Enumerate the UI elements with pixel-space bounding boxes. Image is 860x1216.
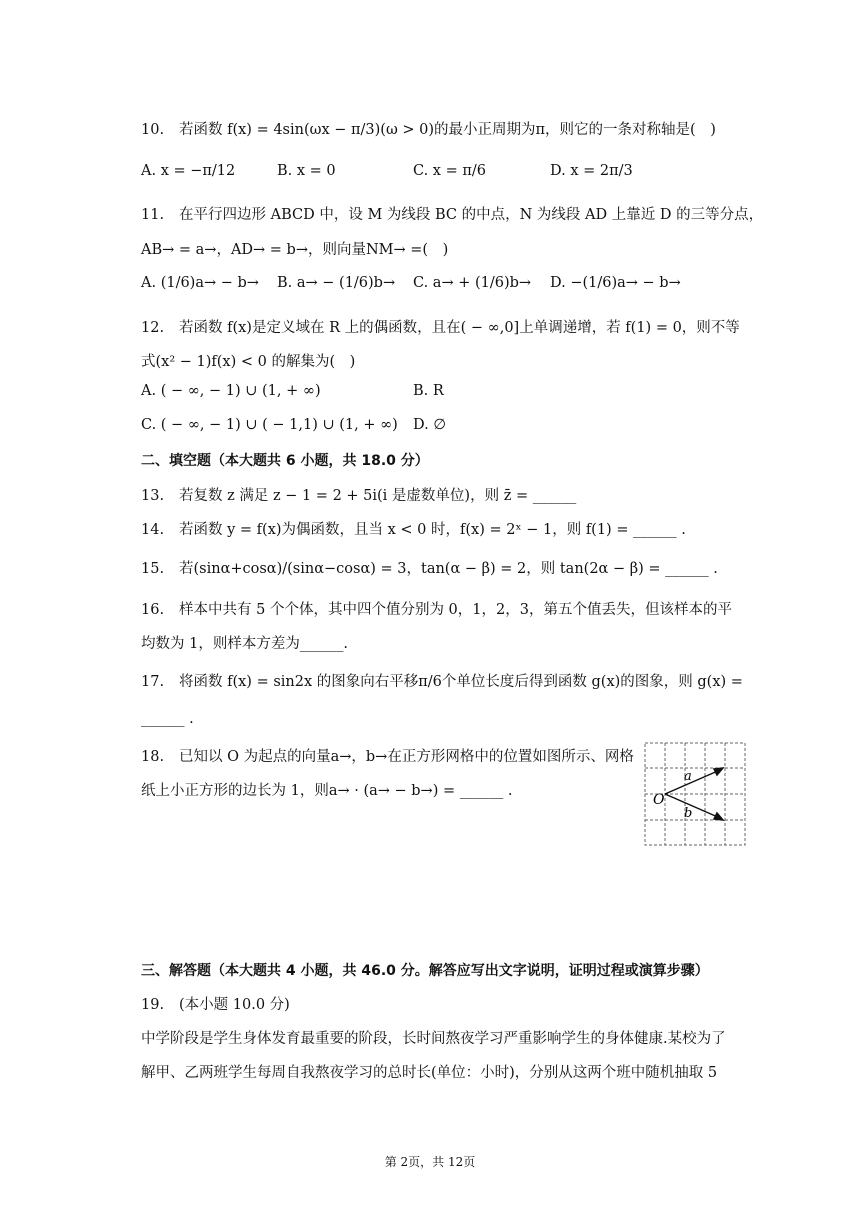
question-stem-line2: ______ . — [141, 711, 194, 727]
vector-a-label: a — [684, 769, 692, 784]
option-a: A. ( − ∞, − 1) ∪ (1, + ∞) — [141, 383, 321, 399]
question-stem-line1: 将函数 f(x) = sin2x 的图象向右平移π/6个单位长度后得到函数 g(x)的图象，则 g(x) = — [179, 674, 743, 690]
question-number: 18. — [141, 749, 165, 765]
option-c: C. ( − ∞, − 1) ∪ ( − 1,1) ∪ (1, + ∞) — [141, 417, 398, 433]
question-stem-line2: 纸上小正方形的边长为 1，则a→ · (a→ − b→) = ______ . — [141, 783, 513, 799]
question-stem-line2: 式(x² − 1)f(x) < 0 的解集为( ) — [141, 354, 356, 370]
question-12 — [141, 316, 740, 337]
option-c: C. x = π/6 — [413, 163, 486, 179]
question-number: 17. — [141, 674, 165, 690]
question-stem: 若复数 z 满足 z − 1 = 2 + 5i(i 是虚数单位)，则 z̄ = ______ — [179, 488, 577, 504]
arrowhead-icon — [714, 768, 723, 775]
question-11 — [141, 203, 763, 224]
question-16 — [141, 598, 732, 619]
arrowhead-icon — [714, 813, 723, 820]
question-stem-line1: 已知以 O 为起点的向量a→，b→在正方形网格中的位置如图所示、网格 — [179, 749, 634, 765]
question-10 — [141, 118, 716, 139]
question-number: 16. — [141, 602, 165, 618]
question-14 — [141, 518, 686, 539]
question-stem-line2: 解甲、乙两班学生每周自我熬夜学习的总时长(单位：小时)，分别从这两个班中随机抽取 5 — [141, 1065, 718, 1081]
question-stem: 若(sinα+cosα)/(sinα−cosα) = 3，tan(α − β) = 2，则 tan(2α − β) = ______ . — [179, 561, 718, 577]
vector-b-arrow — [665, 794, 720, 818]
question-stem-line1: 在平行四边形 ABCD 中，设 M 为线段 BC 的中点，N 为线段 AD 上靠近 D 的三等分点， — [179, 207, 764, 223]
vector-b-label: b — [684, 806, 693, 821]
vector-grid-figure — [644, 742, 746, 846]
page-footer: 第 2页，共 12页 — [384, 1155, 476, 1169]
question-number: 15. — [141, 561, 165, 577]
question-19 — [141, 993, 290, 1014]
question-number: 14. — [141, 522, 165, 538]
question-stem-line2: 均数为 1，则样本方差为______. — [141, 636, 348, 652]
option-d: D. x = 2π/3 — [550, 163, 633, 179]
option-b: B. R — [413, 383, 444, 399]
option-d: D. ∅ — [413, 417, 446, 433]
origin-label: O — [653, 792, 665, 808]
option-b: B. a→ − (1/6)b→ — [277, 275, 396, 291]
question-stem-line1: 若函数 f(x)是定义域在 R 上的偶函数，且在( − ∞,0]上单调递增，若 f(1) = 0，则不等 — [179, 320, 740, 336]
question-stem: 若函数 f(x) = 4sin(ωx − π/3)(ω > 0)的最小正周期为π，则它的一条对称轴是( ) — [179, 122, 716, 138]
question-stem: 若函数 y = f(x)为偶函数，且当 x < 0 时，f(x) = 2ˣ − 1，则 f(1) = ______ . — [179, 522, 686, 538]
option-a: A. x = −π/12 — [141, 163, 236, 179]
option-a: A. (1/6)a→ − b→ — [141, 275, 259, 291]
question-number: 13. — [141, 488, 165, 504]
question-17 — [141, 670, 743, 691]
question-number: 19. — [141, 997, 165, 1013]
question-header: (本小题 10.0 分) — [179, 997, 290, 1013]
question-15 — [141, 557, 718, 578]
question-stem-line2: AB→ = a→，AD→ = b→，则向量NM→ =( ) — [141, 242, 449, 258]
question-number: 10. — [141, 122, 165, 138]
question-13 — [141, 484, 576, 505]
question-stem-line1: 中学阶段是学生身体发育最重要的阶段，长时间熬夜学习严重影响学生的身体健康.某校为了 — [141, 1031, 726, 1047]
question-number: 11. — [141, 207, 165, 223]
option-c: C. a→ + (1/6)b→ — [413, 275, 532, 291]
section-heading: 三、解答题（本大题共 4 小题，共 46.0 分。解答应写出文字说明，证明过程或演算步骤） — [141, 963, 709, 979]
option-d: D. −(1/6)a→ − b→ — [550, 275, 681, 291]
option-b: B. x = 0 — [277, 163, 336, 179]
vector-a-arrow — [665, 770, 720, 794]
question-stem-line1: 样本中共有 5 个个体，其中四个值分别为 0，1，2，3，第五个值丢失，但该样本的平 — [179, 602, 732, 618]
section-heading: 二、填空题（本大题共 6 小题，共 18.0 分） — [141, 453, 429, 469]
question-18 — [141, 745, 634, 766]
question-number: 12. — [141, 320, 165, 336]
